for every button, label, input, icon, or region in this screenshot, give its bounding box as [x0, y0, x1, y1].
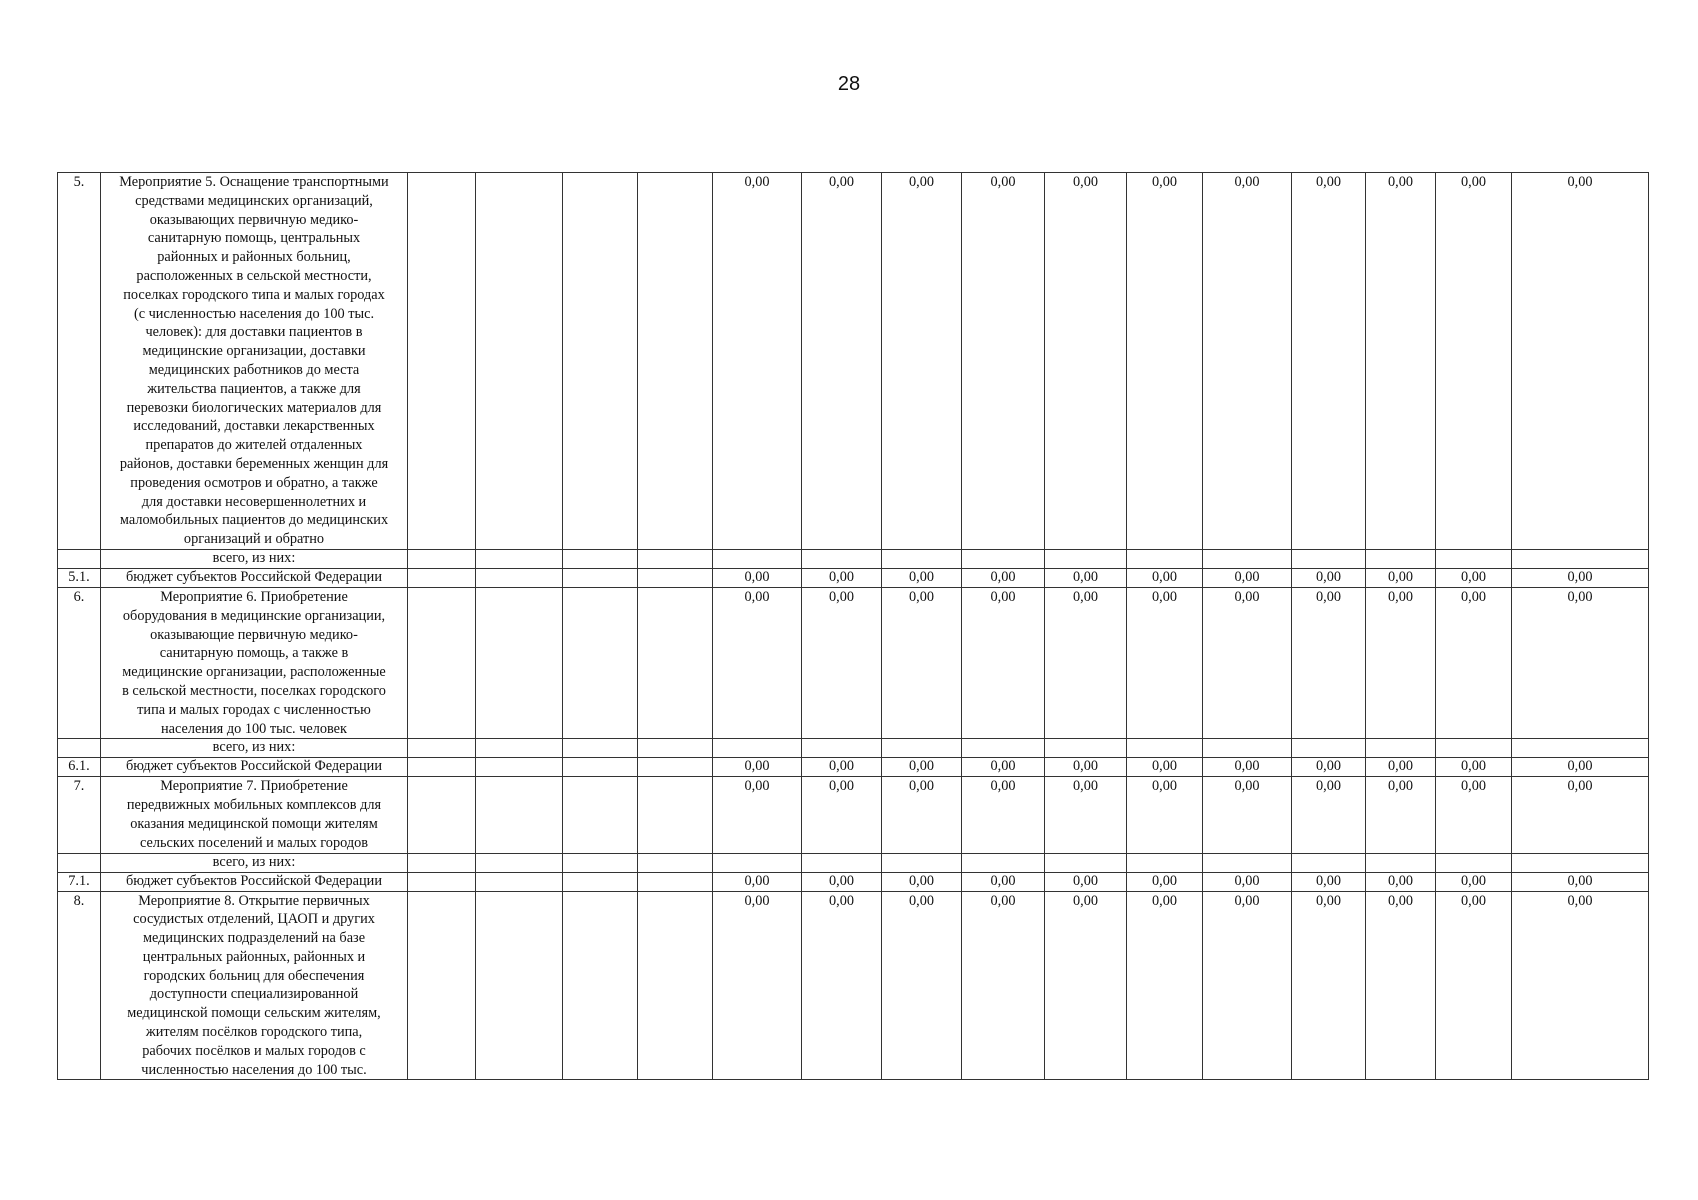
- total-label: всего, из них:: [101, 853, 408, 872]
- value-cell: 0,00: [1203, 568, 1292, 587]
- row-number: [58, 739, 101, 758]
- value-cell: 0,00: [1045, 587, 1127, 738]
- value-cell: 0,00: [1292, 891, 1366, 1080]
- empty-cell: [1127, 739, 1203, 758]
- empty-cell: [1292, 549, 1366, 568]
- empty-cell: [563, 758, 638, 777]
- measure-name: Мероприятие 5. Оснащение транспортными средствами медицинских организаций, оказывающих первичную медико- санитарную помощь, центральных районных и районных больниц, расположенных в сельской местности, поселках городского типа и малых городах (с численностью населения до 100 тыс. человек): для доставки пациентов в медицинские организации, доставки медицинских работников до места жительства пациентов, а также для перевозки биологических материалов для исследований, доставки лекарственных препаратов до жителей отдаленных районов, доставки беременных женщин для проведения осмотров и обратно, а также для доставки несовершеннолетних и маломобильных пациентов до медицинских организаций и обратно: [101, 173, 408, 550]
- measure-name: Мероприятие 6. Приобретение оборудования в медицинские организации, оказывающие первичную медико- санитарную помощь, а также в медицинские организации, расположенные в сельской местности, поселках городского типа и малых городах с численностью населения до 100 тыс. человек: [101, 587, 408, 738]
- value-cell: 0,00: [1127, 777, 1203, 853]
- value-cell: 0,00: [1127, 568, 1203, 587]
- empty-cell: [1366, 549, 1436, 568]
- value-cell: 0,00: [1436, 568, 1512, 587]
- value-cell: 0,00: [1366, 777, 1436, 853]
- value-cell: 0,00: [882, 173, 962, 550]
- empty-cell: [638, 853, 713, 872]
- value-cell: 0,00: [713, 173, 802, 550]
- value-cell: 0,00: [1203, 173, 1292, 550]
- value-cell: 0,00: [882, 777, 962, 853]
- empty-cell: [713, 853, 802, 872]
- value-cell: 0,00: [1292, 872, 1366, 891]
- row-number: 5.: [58, 173, 101, 550]
- empty-cell: [1512, 739, 1649, 758]
- funding-source-label: бюджет субъектов Российской Федерации: [101, 758, 408, 777]
- value-cell: 0,00: [1512, 173, 1649, 550]
- value-cell: 0,00: [1366, 758, 1436, 777]
- empty-cell: [408, 568, 476, 587]
- value-cell: 0,00: [1045, 758, 1127, 777]
- value-cell: 0,00: [1366, 587, 1436, 738]
- value-cell: 0,00: [882, 872, 962, 891]
- empty-cell: [638, 568, 713, 587]
- value-cell: 0,00: [802, 872, 882, 891]
- value-cell: 0,00: [962, 891, 1045, 1080]
- value-cell: 0,00: [1512, 568, 1649, 587]
- empty-cell: [476, 853, 563, 872]
- empty-cell: [563, 777, 638, 853]
- value-cell: 0,00: [962, 872, 1045, 891]
- measure-row: [58, 587, 1649, 738]
- value-cell: 0,00: [802, 173, 882, 550]
- funding-source-row: [58, 568, 1649, 587]
- value-cell: 0,00: [1436, 173, 1512, 550]
- value-cell: 0,00: [1292, 587, 1366, 738]
- empty-cell: [882, 549, 962, 568]
- empty-cell: [802, 549, 882, 568]
- value-cell: 0,00: [1203, 777, 1292, 853]
- measure-name: Мероприятие 8. Открытие первичных сосудистых отделений, ЦАОП и других медицинских подразделений на базе центральных районных, районных и городских больниц для обеспечения доступности специализированной медицинской помощи сельским жителям, жителям посёлков городского типа, рабочих посёлков и малых городов с численностью населения до 100 тыс.: [101, 891, 408, 1080]
- empty-cell: [638, 739, 713, 758]
- empty-cell: [638, 891, 713, 1080]
- empty-cell: [1512, 853, 1649, 872]
- empty-cell: [1203, 739, 1292, 758]
- row-number: 5.1.: [58, 568, 101, 587]
- value-cell: 0,00: [713, 758, 802, 777]
- empty-cell: [476, 568, 563, 587]
- empty-cell: [563, 872, 638, 891]
- row-number: 7.: [58, 777, 101, 853]
- row-number: [58, 549, 101, 568]
- empty-cell: [476, 891, 563, 1080]
- value-cell: 0,00: [1292, 777, 1366, 853]
- empty-cell: [1512, 549, 1649, 568]
- value-cell: 0,00: [962, 777, 1045, 853]
- empty-cell: [476, 587, 563, 738]
- measure-row: [58, 777, 1649, 853]
- value-cell: 0,00: [1436, 891, 1512, 1080]
- value-cell: 0,00: [882, 891, 962, 1080]
- value-cell: 0,00: [713, 872, 802, 891]
- empty-cell: [408, 758, 476, 777]
- empty-cell: [408, 777, 476, 853]
- empty-cell: [408, 173, 476, 550]
- value-cell: 0,00: [1203, 587, 1292, 738]
- total-row: [58, 853, 1649, 872]
- empty-cell: [563, 891, 638, 1080]
- value-cell: 0,00: [1127, 587, 1203, 738]
- row-number: 8.: [58, 891, 101, 1080]
- empty-cell: [882, 739, 962, 758]
- empty-cell: [408, 891, 476, 1080]
- empty-cell: [713, 549, 802, 568]
- value-cell: 0,00: [882, 758, 962, 777]
- empty-cell: [408, 872, 476, 891]
- value-cell: 0,00: [802, 568, 882, 587]
- value-cell: 0,00: [1512, 872, 1649, 891]
- value-cell: 0,00: [962, 568, 1045, 587]
- empty-cell: [1292, 853, 1366, 872]
- value-cell: 0,00: [1127, 872, 1203, 891]
- value-cell: 0,00: [1203, 758, 1292, 777]
- empty-cell: [563, 173, 638, 550]
- empty-cell: [563, 739, 638, 758]
- empty-cell: [962, 739, 1045, 758]
- value-cell: 0,00: [1436, 872, 1512, 891]
- value-cell: 0,00: [1045, 173, 1127, 550]
- value-cell: 0,00: [1366, 872, 1436, 891]
- empty-cell: [638, 549, 713, 568]
- empty-cell: [638, 758, 713, 777]
- row-number: 7.1.: [58, 872, 101, 891]
- value-cell: 0,00: [1045, 568, 1127, 587]
- empty-cell: [1045, 549, 1127, 568]
- measure-name: Мероприятие 7. Приобретение передвижных мобильных комплексов для оказания медицинской помощи жителям сельских поселений и малых городов: [101, 777, 408, 853]
- total-label: всего, из них:: [101, 549, 408, 568]
- value-cell: 0,00: [1512, 587, 1649, 738]
- value-cell: 0,00: [1045, 872, 1127, 891]
- value-cell: 0,00: [1127, 758, 1203, 777]
- empty-cell: [408, 739, 476, 758]
- value-cell: 0,00: [1127, 173, 1203, 550]
- value-cell: 0,00: [1512, 777, 1649, 853]
- page-number: 28: [837, 73, 861, 95]
- value-cell: 0,00: [713, 891, 802, 1080]
- empty-cell: [882, 853, 962, 872]
- funding-source-label: бюджет субъектов Российской Федерации: [101, 568, 408, 587]
- empty-cell: [476, 549, 563, 568]
- value-cell: 0,00: [713, 568, 802, 587]
- measure-row: [58, 173, 1649, 550]
- value-cell: 0,00: [1045, 777, 1127, 853]
- value-cell: 0,00: [1436, 758, 1512, 777]
- value-cell: 0,00: [1512, 891, 1649, 1080]
- empty-cell: [638, 777, 713, 853]
- empty-cell: [476, 872, 563, 891]
- empty-cell: [1436, 739, 1512, 758]
- empty-cell: [1366, 853, 1436, 872]
- empty-cell: [476, 777, 563, 853]
- empty-cell: [1045, 853, 1127, 872]
- value-cell: 0,00: [802, 758, 882, 777]
- value-cell: 0,00: [882, 587, 962, 738]
- value-cell: 0,00: [1366, 891, 1436, 1080]
- value-cell: 0,00: [713, 587, 802, 738]
- empty-cell: [1292, 739, 1366, 758]
- row-number: 6.1.: [58, 758, 101, 777]
- empty-cell: [1127, 853, 1203, 872]
- empty-cell: [713, 739, 802, 758]
- empty-cell: [563, 568, 638, 587]
- value-cell: 0,00: [1127, 891, 1203, 1080]
- total-row: [58, 549, 1649, 568]
- row-number: [58, 853, 101, 872]
- empty-cell: [962, 853, 1045, 872]
- value-cell: 0,00: [802, 891, 882, 1080]
- row-number: 6.: [58, 587, 101, 738]
- empty-cell: [1127, 549, 1203, 568]
- value-cell: 0,00: [1512, 758, 1649, 777]
- value-cell: 0,00: [1436, 587, 1512, 738]
- value-cell: 0,00: [713, 777, 802, 853]
- empty-cell: [638, 173, 713, 550]
- value-cell: 0,00: [1366, 568, 1436, 587]
- empty-cell: [1366, 739, 1436, 758]
- empty-cell: [962, 549, 1045, 568]
- value-cell: 0,00: [962, 758, 1045, 777]
- value-cell: 0,00: [1292, 173, 1366, 550]
- value-cell: 0,00: [1203, 891, 1292, 1080]
- empty-cell: [1436, 853, 1512, 872]
- value-cell: 0,00: [1292, 568, 1366, 587]
- value-cell: 0,00: [962, 587, 1045, 738]
- value-cell: 0,00: [1203, 872, 1292, 891]
- empty-cell: [563, 549, 638, 568]
- empty-cell: [408, 549, 476, 568]
- empty-cell: [1045, 739, 1127, 758]
- empty-cell: [638, 872, 713, 891]
- value-cell: 0,00: [1045, 891, 1127, 1080]
- measure-row: [58, 891, 1649, 1080]
- empty-cell: [408, 853, 476, 872]
- empty-cell: [1436, 549, 1512, 568]
- table-body: [58, 173, 1649, 1080]
- funding-source-row: [58, 872, 1649, 891]
- total-row: [58, 739, 1649, 758]
- value-cell: 0,00: [882, 568, 962, 587]
- funding-source-label: бюджет субъектов Российской Федерации: [101, 872, 408, 891]
- empty-cell: [476, 173, 563, 550]
- funding-source-row: [58, 758, 1649, 777]
- empty-cell: [802, 853, 882, 872]
- empty-cell: [563, 853, 638, 872]
- value-cell: 0,00: [962, 173, 1045, 550]
- value-cell: 0,00: [802, 777, 882, 853]
- total-label: всего, из них:: [101, 739, 408, 758]
- empty-cell: [408, 587, 476, 738]
- budget-table: [57, 172, 1649, 1080]
- value-cell: 0,00: [802, 587, 882, 738]
- empty-cell: [476, 758, 563, 777]
- empty-cell: [802, 739, 882, 758]
- empty-cell: [1203, 853, 1292, 872]
- empty-cell: [563, 587, 638, 738]
- empty-cell: [1203, 549, 1292, 568]
- value-cell: 0,00: [1292, 758, 1366, 777]
- value-cell: 0,00: [1366, 173, 1436, 550]
- empty-cell: [476, 739, 563, 758]
- value-cell: 0,00: [1436, 777, 1512, 853]
- empty-cell: [638, 587, 713, 738]
